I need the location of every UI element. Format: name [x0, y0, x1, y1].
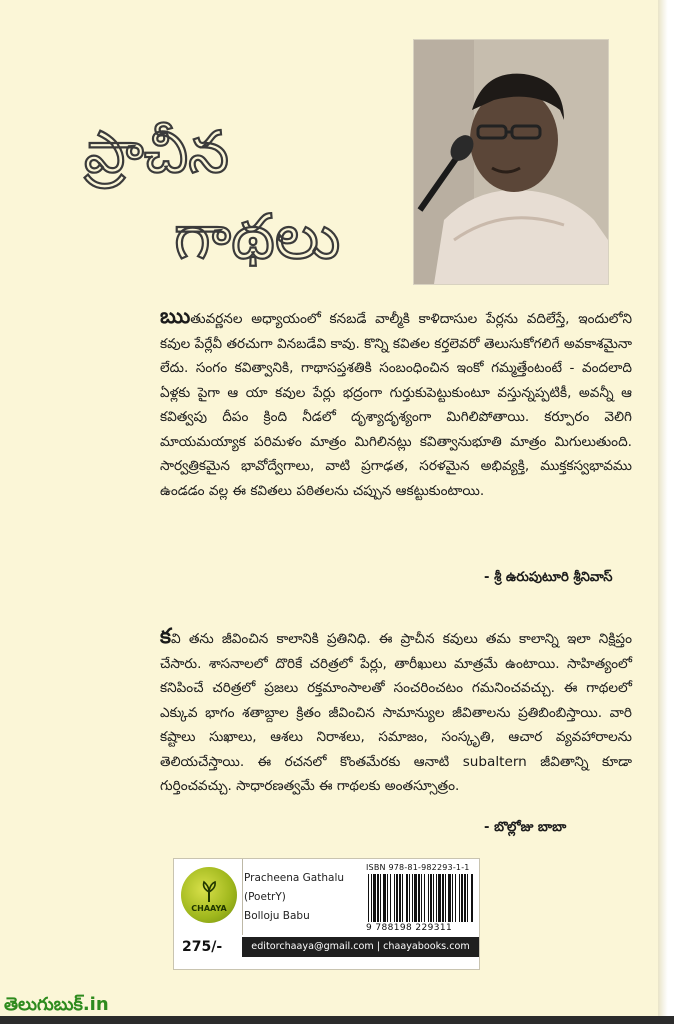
- barcode-stripe: [459, 874, 460, 922]
- publisher-logo: [181, 867, 237, 923]
- paragraph-2-text: వి తను జీవించిన కాలానికి ప్రతినిధి. ఈ ప్రాచీన కవులు తమ కాలాన్ని ఇలా నిక్షిప్తం చేసారు. శాసనాలలో దొరికే చరిత్రలో పేర్లు, తారీఖులు మాత్రమే ఉంటాయి. సాహిత్యంలో కనిపించే చరిత్రలో ప్రజలు రక్తమాంసాలతో సంచరించటం గమనించవచ్చు. ఈ గాథలలో ఎక్కువ భాగం శతాబ్దాల క్రితం జీవించిన సామాన్యుల జీవితాలను ప్రతిబింబిస్తాయి. వారి కష్టాలు సుఖాలు, ఆశలు నిరాశలు, సమాజం, సంస్కృతి, ఆచార వ్యవహారాలను తెలియచేస్తాయి. ఈ రచనలో కొంతమేరకు ఆనాటి subaltern జీవితాన్ని కూడా గుర్తించవచ్చు. సాధారణత్వమే ఈ గాథలకు అంతస్సూత్రం.: [160, 631, 632, 794]
- barcode-stripe: [418, 874, 420, 922]
- isbn-text: ISBN 978-81-982293-1-1: [366, 863, 470, 872]
- barcode-stripe: [428, 874, 429, 922]
- bottom-dark-strip: [0, 1016, 674, 1024]
- barcode-stripe: [371, 874, 372, 922]
- barcode-bars: [366, 874, 474, 924]
- signature-2: - బొల్లోజు బాబా: [484, 820, 567, 835]
- barcode-stripe: [445, 874, 446, 922]
- barcode-stripe: [373, 874, 376, 922]
- tree-icon: [196, 878, 222, 904]
- description-paragraph-1: [160, 304, 632, 503]
- barcode-stripe: [436, 874, 437, 922]
- barcode-stripe: [438, 874, 441, 922]
- book-author-text: Bolloju Babu: [244, 910, 310, 922]
- barcode-stripe: [442, 874, 444, 922]
- price-label: 275/-: [182, 939, 223, 955]
- barcode-stripe: [402, 874, 403, 922]
- barcode-stripe: [390, 874, 391, 922]
- paragraph-1-text: తువర్ణనల అధ్యాయంలో కనబడే వాల్మీకి కాళిదాసుల పేర్లను వదిలేస్తే, ఇందులోని కవుల పేర్లేవీ తరచుగా వినబడేవి కావు. కొన్ని కవితల కర్తలెవరో తెలుసుకోగలిగే అవకాశమైనా లేదు. సంగం కవిత్వానికి, గాథాసప్తశతికి సంబంధించిన ఇంకో గమ్మత్తేంటంటే - వందలాది ఏళ్లకు పైగా ఆ యా కవుల పేర్లు భద్రంగా గుర్తుకుపెట్టుకుంటూ వస్తున్నప్పటికీ, అవన్నీ ఆ కవిత్వపు దీపం క్రింది నీడలో దృశ్యాదృశ్యంగా మిగిలిపోతాయి. కర్పూరం వెలిగి మాయమయ్యాక పరిమళం మాత్రం మిగిలినట్లు కవిత్వానుభూతి మాత్రం మిగులుతుంది. సార్వత్రికమైన భావోద్వేగాలు, వాటి ప్రగాఢత, సరళమైన అభివ్యక్తి, ముక్తకస్వభావము ఉండడం వల్ల ఈ కవితలు పఠితలను చప్పున ఆకట్టుకుంటాయి.: [160, 311, 632, 499]
- cover-title-calligraphy: [78, 88, 398, 278]
- barcode-stripe: [399, 874, 401, 922]
- barcode-stripe: [471, 874, 473, 922]
- barcode-stripe: [414, 874, 417, 922]
- signature-1: - శ్రీ ఉరుపుటూరి శ్రీనివాస్: [484, 570, 613, 585]
- barcode-stripe: [409, 874, 410, 922]
- barcode-stripe: [380, 874, 381, 922]
- description-paragraph-2: [160, 624, 632, 799]
- publisher-logo-text: CHAAYA: [191, 903, 227, 913]
- title-line-1: ప్రాచీన: [84, 118, 229, 186]
- book-title-text: Pracheena Gathalu: [244, 872, 345, 884]
- book-genre-text: (PoetrY): [244, 891, 286, 903]
- barcode-stripe: [406, 874, 408, 922]
- title-line-2: గాథలు: [174, 200, 341, 273]
- site-watermark[interactable]: తెలుగుబుక్.in: [4, 994, 109, 1015]
- barcode-stripe: [448, 874, 451, 922]
- barcode-number: 9 788198 229311: [366, 923, 453, 933]
- barcode-stripe: [424, 874, 425, 922]
- barcode-stripe: [461, 874, 463, 922]
- info-divider: [242, 859, 243, 935]
- author-photo-illustration: [414, 40, 608, 284]
- book-info: [244, 869, 364, 926]
- author-photo: [414, 40, 608, 284]
- barcode-stripe: [412, 874, 413, 922]
- barcode-stripe: [383, 874, 386, 922]
- barcode-stripe: [467, 874, 468, 922]
- dropcap-2: క: [160, 624, 171, 648]
- barcode-stripe: [377, 874, 379, 922]
- barcode-stripe: [430, 874, 432, 922]
- barcode-stripe: [394, 874, 395, 922]
- page-edge-shadow: [658, 0, 674, 1024]
- barcode-stripe: [464, 874, 466, 922]
- barcode-stripe: [387, 874, 388, 922]
- barcode-stripe: [368, 874, 369, 922]
- barcode-stripe: [452, 874, 453, 922]
- barcode-panel: [173, 858, 480, 970]
- barcode-stripe: [455, 874, 456, 922]
- publisher-contact[interactable]: editorchaaya@gmail.com | chaayabooks.com: [242, 937, 479, 957]
- dropcap-1: ఋ: [160, 304, 191, 328]
- barcode-stripe: [433, 874, 434, 922]
- title-calligraphy-drawing: [78, 88, 398, 278]
- barcode-stripe: [421, 874, 422, 922]
- barcode-stripe: [396, 874, 398, 922]
